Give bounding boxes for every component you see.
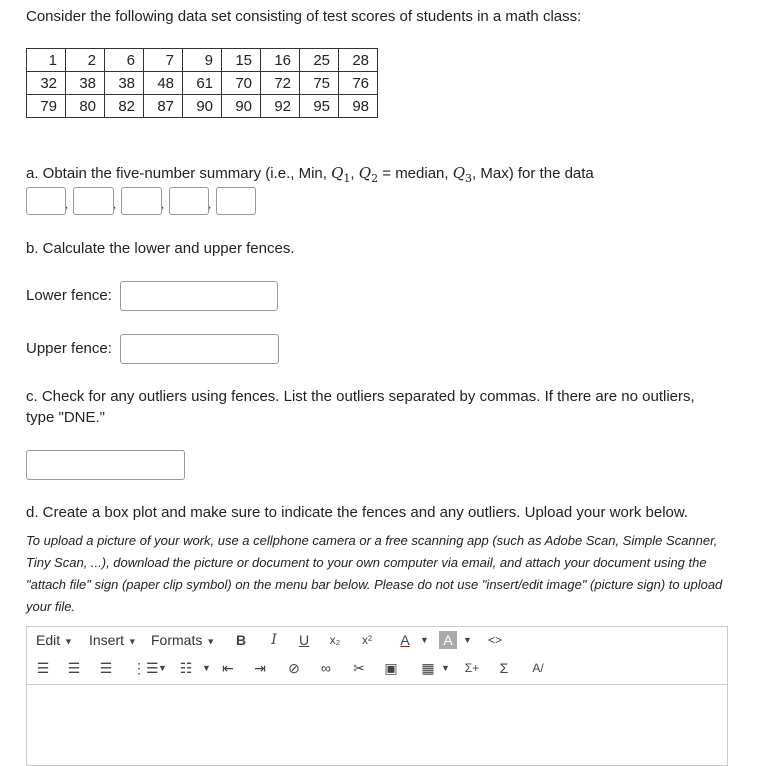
table-icon[interactable]: ▦ [421,660,435,676]
table-cell: 25 [300,49,339,72]
outdent-icon[interactable]: ⇤ [222,660,234,676]
subscript-button[interactable]: x₂ [329,633,341,647]
toolbar-row-1 [27,627,727,655]
italic-button[interactable]: I [271,632,277,648]
align-left-icon[interactable]: ☰ [36,660,50,676]
note-line: your file. [26,599,76,614]
spellcheck-button[interactable]: A/ [532,661,544,675]
table-cell: 1 [27,49,66,72]
table-cell: 90 [222,95,261,118]
table-cell: 61 [183,72,222,95]
separator: , [113,197,117,211]
bold-button[interactable]: B [235,632,247,648]
q2-symbol: $Q_2$ [358,164,379,185]
table-cell: 6 [105,49,144,72]
editor-content-area[interactable] [27,685,727,765]
table-cell: 28 [339,49,378,72]
intro-text: Consider the following data set consisting of test scores of students in a math class: [26,8,582,25]
equals-sign: = [378,165,396,182]
numbered-list-icon[interactable]: ☷ [179,660,193,676]
upper-fence-input[interactable] [120,334,279,364]
underline-button[interactable]: U [298,632,310,648]
comma: , [350,165,359,182]
bullet-list-icon[interactable]: ⋮☰ [132,660,159,676]
link-icon[interactable]: ∞ [321,660,331,676]
scores-table [26,48,378,118]
max-input[interactable] [216,187,256,215]
table-cell: 72 [261,72,300,95]
q3-symbol: $Q_3$ [452,164,473,185]
equation-button[interactable]: Σ [499,660,509,676]
align-right-icon[interactable]: ☰ [99,660,113,676]
table-cell: 70 [222,72,261,95]
chevron-down-icon[interactable]: ▼ [202,663,211,673]
part-c-line1: c. Check for any outliers using fences. List the outliers separated by commas. If there are no outliers, [26,388,695,405]
table-row [27,49,378,72]
image-icon[interactable]: ▣ [384,660,398,676]
toolbar-row-2 [27,655,727,683]
separator: , [65,197,69,211]
separator: , [208,197,212,211]
superscript-button[interactable]: x² [362,633,372,647]
edit-menu[interactable]: Edit ▼ [36,632,73,648]
part-c-question [26,388,695,426]
table-row [27,72,378,95]
min-input[interactable] [26,187,69,215]
table-cell: 2 [66,49,105,72]
lower-fence-input[interactable] [120,281,278,311]
table-cell: 82 [105,95,144,118]
lower-fence-label: Lower fence: [26,287,112,304]
table-cell: 92 [261,95,300,118]
median-text: median, [395,165,453,182]
indent-icon[interactable]: ⇥ [254,660,266,676]
table-cell: 9 [183,49,222,72]
table-cell: 90 [183,95,222,118]
upper-fence-label: Upper fence: [26,340,112,357]
unlink-icon[interactable]: ✂ [353,660,365,676]
table-cell: 95 [300,95,339,118]
part-b-question: b. Calculate the lower and upper fences. [26,240,295,257]
outliers-input[interactable] [26,450,185,480]
chevron-down-icon[interactable]: ▼ [420,635,429,645]
note-line: Tiny Scan, ...), download the picture or document to your own computer via email, and attach your document using the [26,555,707,570]
chevron-down-icon[interactable]: ▼ [463,635,472,645]
equation-plus-button[interactable]: Σ+ [464,661,480,675]
table-cell: 15 [222,49,261,72]
part-c-line2: type "DNE." [26,409,106,426]
table-cell: 75 [300,72,339,95]
code-button[interactable]: <> [487,633,502,647]
table-cell: 87 [144,95,183,118]
insert-menu[interactable]: Insert ▼ [89,632,137,648]
table-cell: 32 [27,72,66,95]
table-cell: 80 [66,95,105,118]
paperclip-icon[interactable]: ⊘ [288,660,300,676]
table-cell: 48 [144,72,183,95]
q1-symbol: $Q_1$ [331,164,351,185]
background-color-button[interactable]: A [439,631,457,649]
upload-instructions [26,530,726,618]
q3-input[interactable] [169,187,212,215]
table-cell: 38 [66,72,105,95]
note-line: To upload a picture of your work, use a cellphone camera or a free scanning app (such as Adobe Scan, Simple Scanner, [26,533,718,548]
chevron-down-icon: ▼ [127,636,137,647]
align-center-icon[interactable]: ☰ [67,660,81,676]
table-cell: 7 [144,49,183,72]
chevron-down-icon[interactable]: ▼ [158,663,167,673]
chevron-down-icon[interactable]: ▼ [441,663,450,673]
part-a-question [26,164,594,185]
font-color-button[interactable]: A [400,632,410,648]
median-input[interactable] [121,187,165,215]
rich-text-editor [26,626,728,766]
table-cell: 16 [261,49,300,72]
part-d-question: d. Create a box plot and make sure to indicate the fences and any outliers. Upload your work below. [26,504,689,521]
table-cell: 76 [339,72,378,95]
q1-input[interactable] [73,187,117,215]
formats-menu[interactable]: Formats ▼ [151,632,216,648]
table-cell: 38 [105,72,144,95]
note-line: "attach file" sign (paper clip symbol) on the menu bar below. Please do not use "insert/edit image" (picture sign) to upload [26,577,723,592]
table-cell: 79 [27,95,66,118]
part-a-suffix: , Max) for the data [472,165,594,182]
chevron-down-icon: ▼ [64,636,73,647]
part-a-prefix: a. Obtain the five-number summary (i.e., Min, [26,165,332,182]
table-row [27,95,378,118]
chevron-down-icon: ▼ [206,636,216,647]
separator: , [161,197,165,211]
table-cell: 98 [339,95,378,118]
